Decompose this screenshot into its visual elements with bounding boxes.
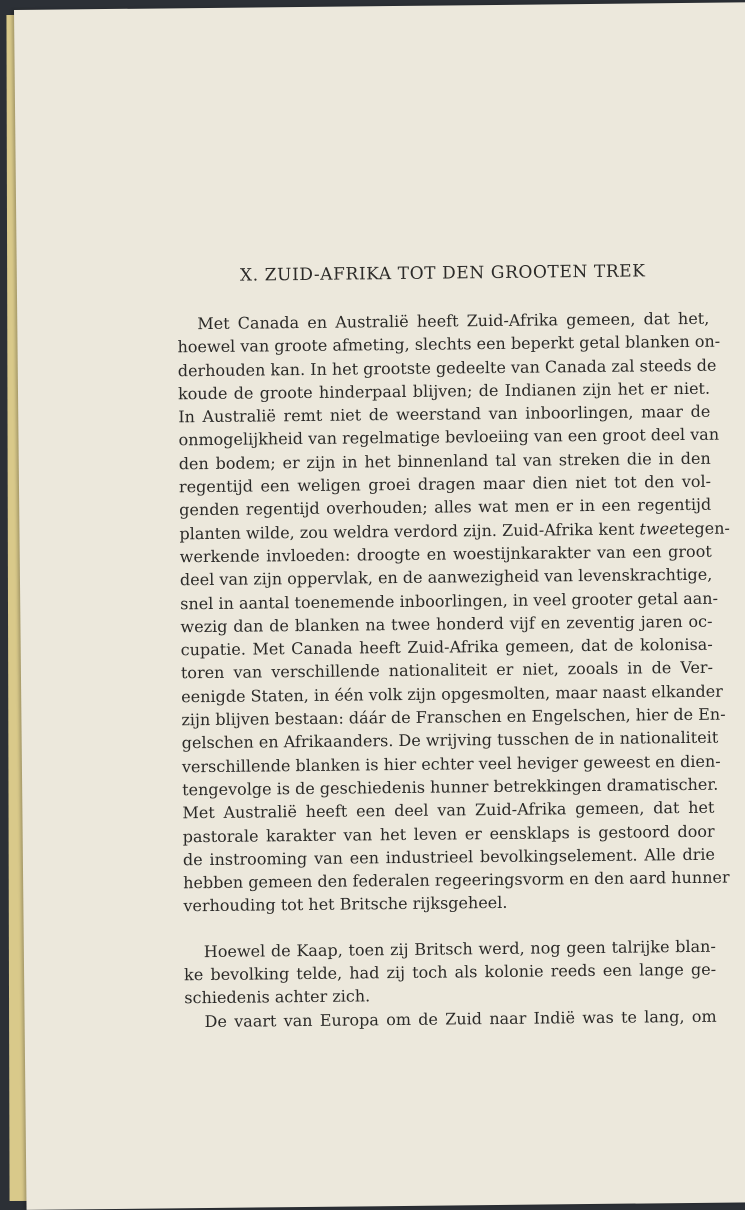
paragraph-2 bbox=[184, 934, 717, 1009]
page-content bbox=[177, 261, 730, 1033]
text-line: pastorale karakter van het leven er eensklaps is gestoord door bbox=[182, 821, 715, 846]
book-page bbox=[14, 2, 745, 1210]
paragraph-1 bbox=[177, 307, 730, 918]
text-line: ke bevolking telde, had zij toch als kolonie reeds een lange ge- bbox=[184, 959, 717, 985]
text-segment: tegen- bbox=[678, 518, 730, 538]
text-line: werkende invloeden: droogte en woestijnkarakter van een groot bbox=[179, 541, 712, 567]
text-line: Hoewel de Kaap, toen zij Britsch werd, nog geen talrijke blan- bbox=[203, 936, 716, 961]
text-line: De vaart van Europa om de Zuid naar Indië was te lang, om bbox=[204, 1006, 717, 1031]
text-line: verschillende blanken is hier echter veel heviger geweest en dien- bbox=[181, 751, 721, 776]
text-line: tengevolge is de geschiedenis hunner betrekkingen dramatischer. bbox=[182, 774, 719, 800]
text-line: eenigde Staten, in één volk zijn opgesmolten, maar naast elkander bbox=[181, 681, 723, 707]
text-segment: planten wilde, zou weldra verdord zijn. Zuid-Afrika kent bbox=[179, 519, 640, 543]
chapter-heading: X. ZUID-AFRIKA TOT DEN GROOTEN TREK bbox=[239, 261, 646, 286]
text-line: Met Canada en Australië heeft Zuid-Afrika gemeen, dat het, bbox=[197, 308, 710, 334]
text-line: schiedenis achter zich. bbox=[184, 986, 371, 1008]
text-line: toren van verschillende nationaliteit er niet, zooals in de Ver- bbox=[180, 658, 714, 683]
text-line: verhouding tot het Britsche rijksgeheel. bbox=[183, 893, 508, 916]
italic-word: twee bbox=[639, 518, 679, 539]
paragraph-3 bbox=[184, 1004, 716, 1033]
text-line: koude de groote hinderpaal blijven; de Indianen zijn het er niet. bbox=[177, 378, 711, 404]
text-line: hoewel van groote afmeting, slechts een beperkt getal blanken on- bbox=[177, 331, 721, 357]
text-line: onmogelijkheid van regelmatige bevloeiing van een groot deel van bbox=[178, 425, 720, 450]
text-line: deel van zijn oppervlak, en de aanwezigheid van levenskrachtige, bbox=[179, 564, 713, 590]
text-line: den bodem; er zijn in het binnenland tal van streken die in den bbox=[178, 448, 711, 474]
text-line: zijn blijven bestaan: dáár de Franschen en Engelschen, hier de En- bbox=[181, 704, 726, 730]
text-line: derhouden kan. In het grootste gedeelte van Canada zal steeds de bbox=[177, 355, 717, 380]
text-line: Met Australië heeft een deel van Zuid-Afrika gemeen, dat het bbox=[182, 797, 715, 823]
text-line: snel in aantal toenemende inboorlingen, in veel grooter getal aan- bbox=[180, 588, 719, 613]
text-line: hebben gemeen den federalen regeeringsvorm en den aard hunner bbox=[183, 867, 730, 893]
text-line: gelschen en Afrikaanders. De wrijving tusschen de in nationaliteit bbox=[181, 728, 719, 753]
text-line: de instrooming van een industrieel bevolkingselement. Alle drie bbox=[182, 844, 715, 870]
text-line: wezig dan de blanken na twee honderd vijf en zeventig jaren oc- bbox=[180, 611, 713, 637]
text-line: regentijd een weligen groei dragen maar dien niet tot den vol- bbox=[178, 471, 712, 497]
text-line: genden regentijd overhouden; alles wat men er in een regentijd bbox=[179, 495, 712, 520]
text-line: cupatie. Met Canada heeft Zuid-Afrika gemeen, dat de kolonisa- bbox=[180, 634, 713, 660]
text-line: In Australië remt niet de weerstand van inboorlingen, maar de bbox=[178, 401, 711, 427]
